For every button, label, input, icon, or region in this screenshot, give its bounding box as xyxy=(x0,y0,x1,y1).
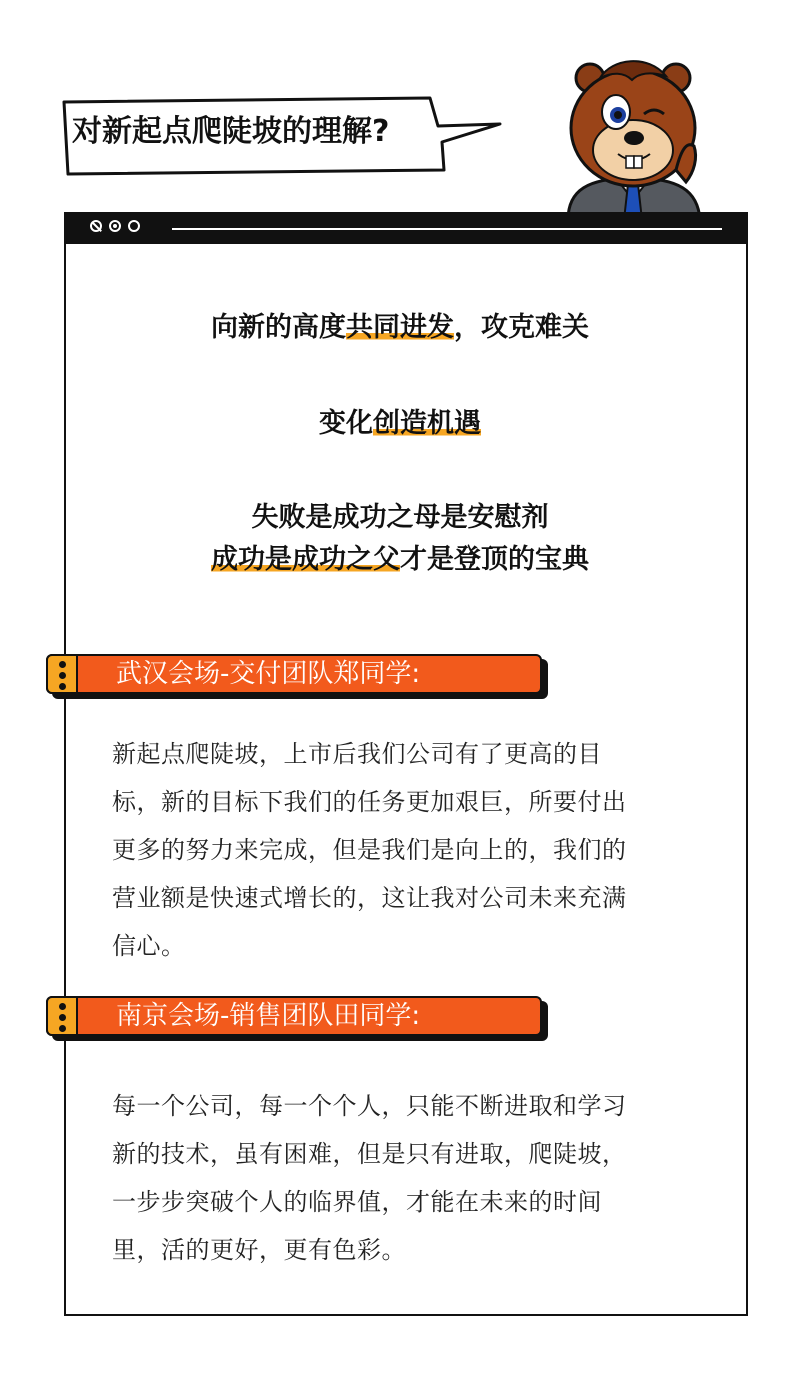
slogan-text: 变化 xyxy=(319,408,373,439)
paragraph-line: 信心。 xyxy=(112,932,186,960)
slogan-line-1 xyxy=(0,308,800,348)
paragraph-line: 里，活的更好，更有色彩。 xyxy=(112,1236,406,1264)
slogan-line-2 xyxy=(0,404,800,444)
paragraph-line: 标，新的目标下我们的任务更加艰巨，所要付出 xyxy=(112,788,627,816)
slogan-line-3 xyxy=(0,498,800,538)
dots-icon xyxy=(46,996,78,1036)
paragraph-line: 新的技术，虽有困难，但是只有进取，爬陡坡， xyxy=(112,1140,627,1168)
slogan-text: 失败是成功之母是安慰剂 xyxy=(251,502,549,533)
beaver-mascot-icon xyxy=(548,50,718,220)
bubble-title: 对新起点爬陡坡的理解? xyxy=(72,114,390,149)
paragraph-line: 新起点爬陡坡，上市后我们公司有了更高的目 xyxy=(112,740,602,768)
section-tag-label: 武汉会场-交付团队郑同学: xyxy=(116,659,421,689)
circle-icon xyxy=(128,220,140,232)
slogan-highlight: 共同进发 xyxy=(346,312,454,343)
section-tag-label: 南京会场-销售团队田同学: xyxy=(116,1001,421,1031)
slogan-line-4 xyxy=(0,540,800,580)
section-paragraph-wuhan xyxy=(112,730,697,970)
paragraph-line: 更多的努力来完成，但是我们是向上的，我们的 xyxy=(112,836,627,864)
slogan-highlight: 成功是成功之父 xyxy=(211,544,400,575)
paragraph-line: 一步步突破个人的临界值，才能在未来的时间 xyxy=(112,1188,602,1216)
paragraph-line: 每一个公司，每一个个人，只能不断进取和学习 xyxy=(112,1092,627,1120)
section-tag-nanjing xyxy=(46,996,546,1038)
card-title-bar xyxy=(66,214,746,244)
slogan-text: ，攻克难关 xyxy=(454,312,589,343)
title-bar-line xyxy=(172,228,722,230)
dots-icon xyxy=(46,654,78,694)
paragraph-line: 营业额是快速式增长的，这让我对公司未来充满 xyxy=(112,884,627,912)
slogan-text: 向新的高度 xyxy=(211,312,346,343)
radio-dot-icon xyxy=(109,220,121,232)
no-entry-icon xyxy=(90,220,102,232)
section-tag-wuhan xyxy=(46,654,546,696)
section-paragraph-nanjing xyxy=(112,1082,697,1274)
slogan-text: 才是登顶的宝典 xyxy=(400,544,589,575)
slogan-highlight: 创造机遇 xyxy=(373,408,481,439)
